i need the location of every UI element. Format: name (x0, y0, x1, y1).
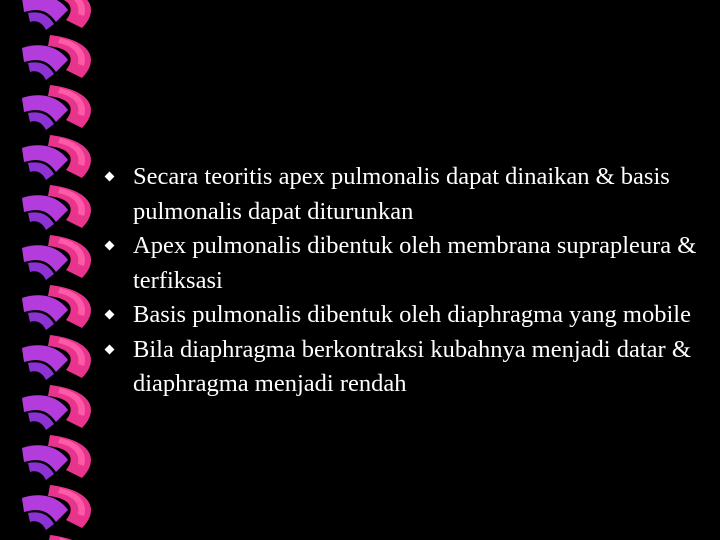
ribbon-segment (22, 485, 91, 530)
bullet-list (106, 160, 706, 402)
ribbon-segment (22, 135, 91, 180)
bullet-text: Basis pulmonalis dibentuk oleh diaphragma yang mobile (133, 301, 691, 328)
ribbon-segment (22, 85, 91, 130)
ribbon-segment (22, 185, 91, 230)
ribbon-segment (22, 0, 91, 30)
ribbon-segment (22, 435, 91, 480)
diamond-bullet-icon (105, 344, 115, 354)
ribbon-segment (22, 235, 91, 280)
ribbon-segment (22, 35, 91, 80)
ribbon-segment (22, 385, 91, 430)
bullet-text: Bila diaphragma berkontraksi kubahnya menjadi datar & diaphragma menjadi rendah (133, 335, 691, 397)
bullet-text: Secara teoritis apex pulmonalis dapat dinaikan & basis pulmonalis dapat diturunkan (133, 163, 670, 225)
ribbon-fold (48, 535, 91, 540)
ribbon-segment (22, 535, 91, 540)
bullet-text: Apex pulmonalis dibentuk oleh membrana suprapleura & terfiksasi (133, 232, 697, 294)
bullet-item (106, 229, 706, 298)
bullet-item (106, 333, 706, 402)
diamond-bullet-icon (105, 172, 115, 182)
bullet-item (106, 160, 706, 229)
diamond-bullet-icon (105, 241, 115, 251)
bullet-item (106, 298, 706, 333)
twisted-ribbon-decoration (0, 0, 110, 540)
diamond-bullet-icon (105, 310, 115, 320)
ribbon-segment (22, 335, 91, 380)
ribbon-segment (22, 285, 91, 330)
